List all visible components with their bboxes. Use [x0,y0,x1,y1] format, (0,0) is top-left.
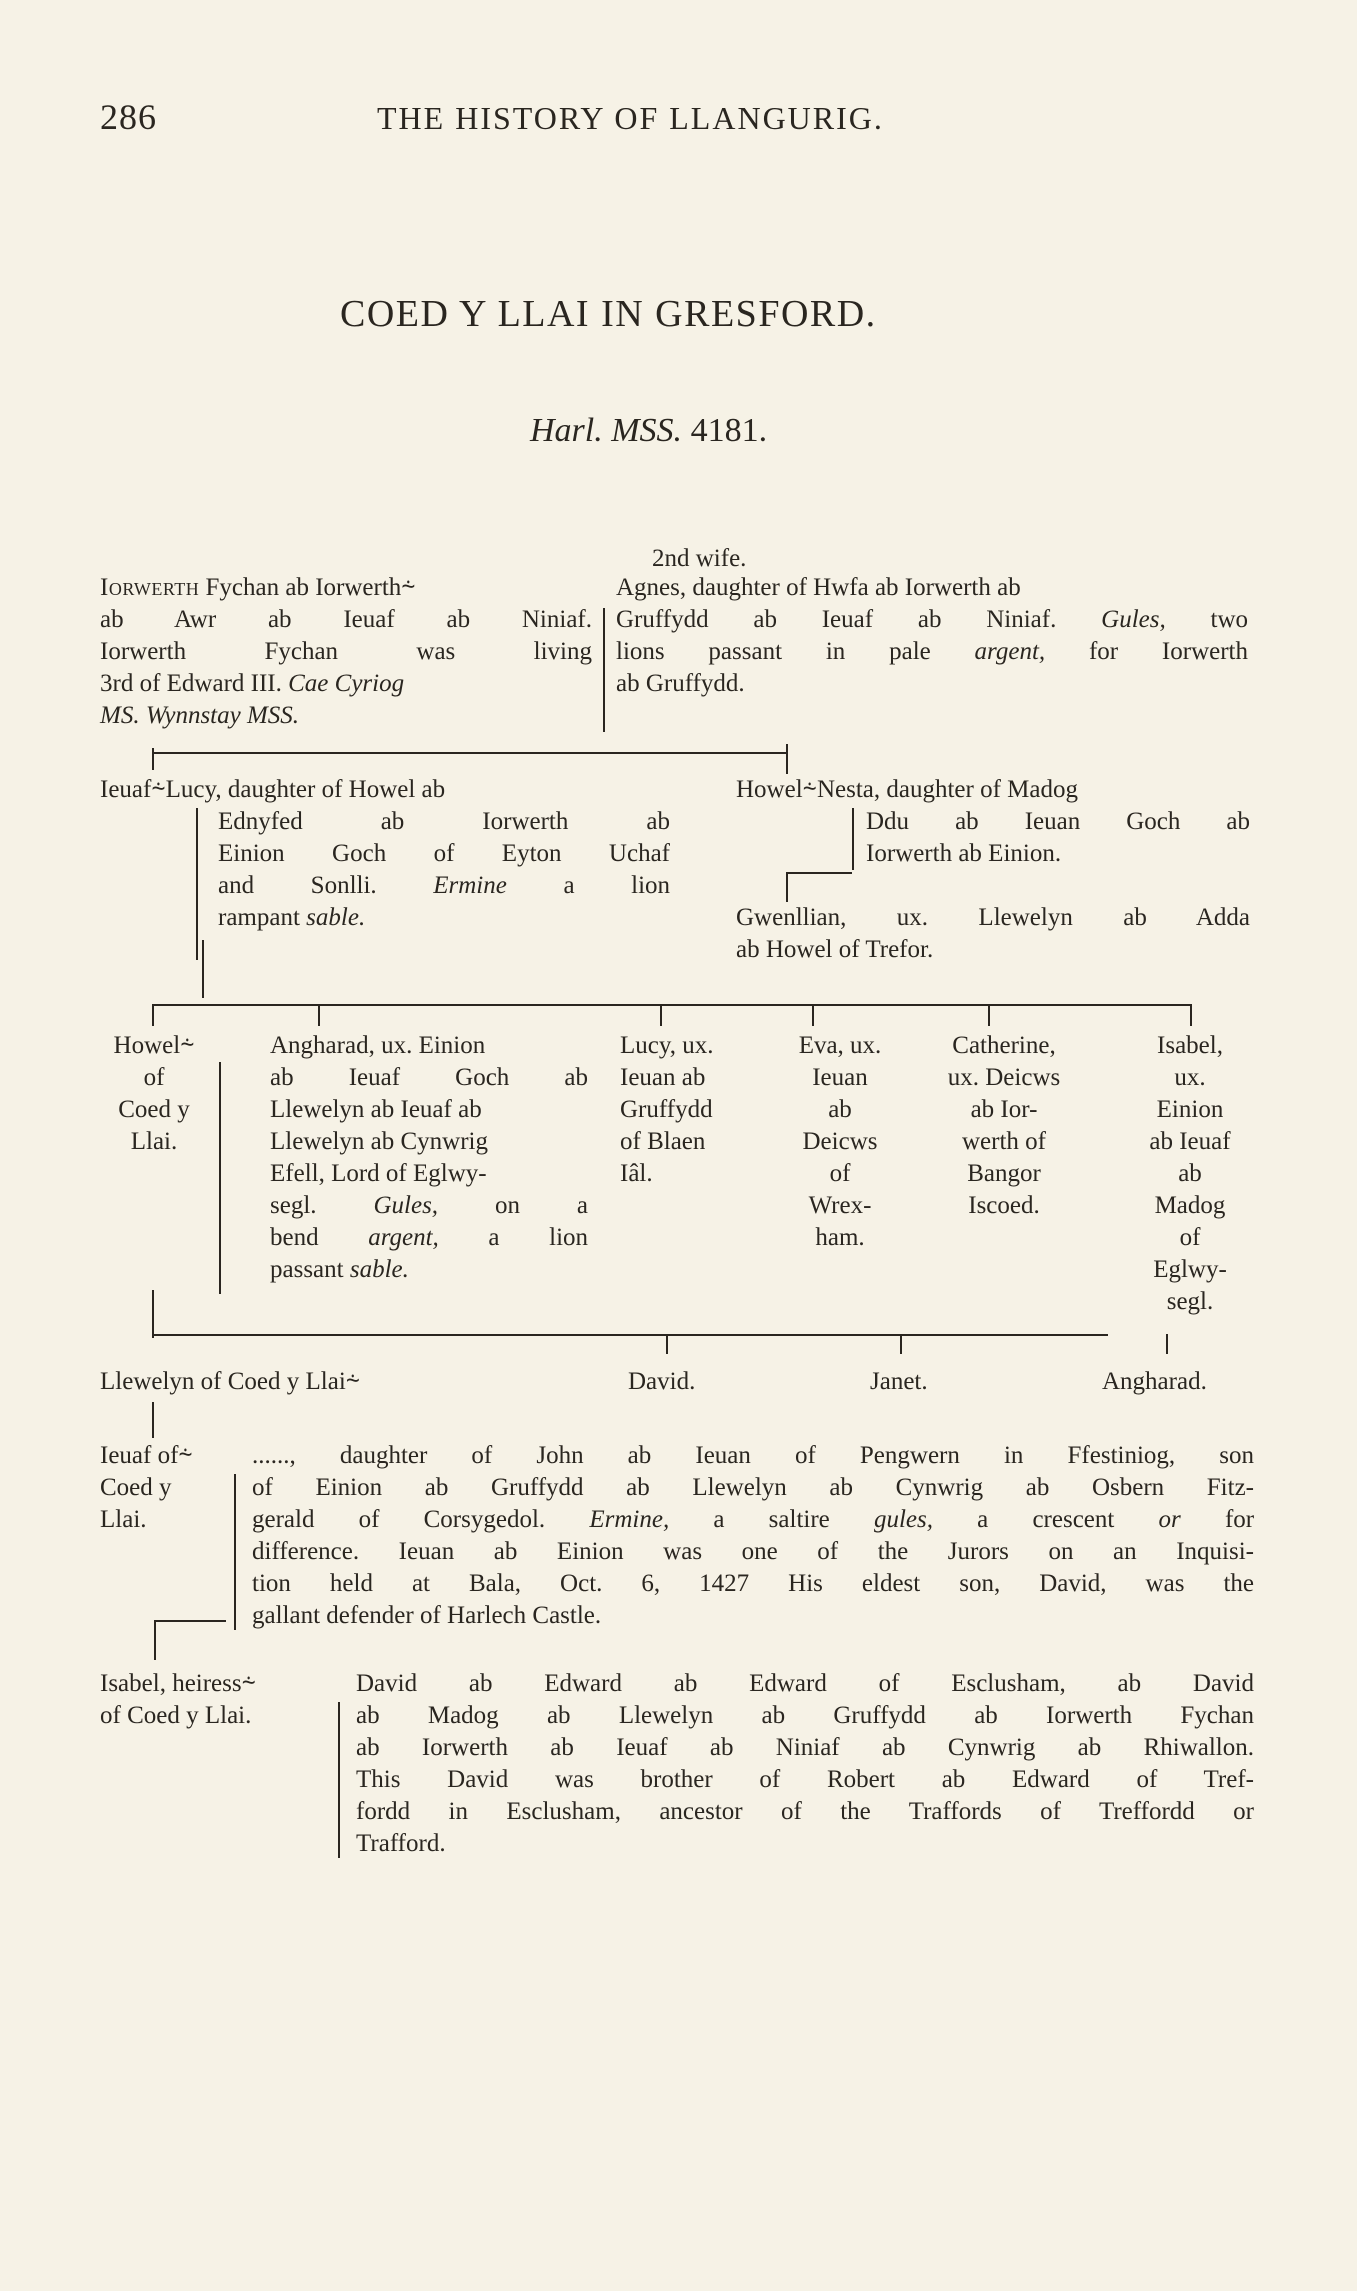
eva-line: Wrex- [808,1192,872,1219]
howel3-name: Howel [113,1032,181,1059]
isabel3-line: segl. [1166,1288,1214,1315]
descent-line [318,1004,320,1026]
isabel3-line: ab Ieuaf [1149,1128,1231,1155]
husband-source1: Cae Cyriog [288,670,405,697]
husband6-text: This David was brother of Robert ab Edward of Tref- [356,1766,1254,1793]
descent-line [152,1004,154,1026]
angharad-text-c: a lion [488,1224,589,1251]
ieuaf-line1 [100,774,445,806]
lucy3-line: Lucy, ux. [620,1032,714,1059]
nesta-line: Iorwerth ab Einion. [866,840,1062,867]
arms-text-d: gules, [873,1506,933,1533]
gwenllian-details [736,902,1250,966]
arms-text-b: Ermine, [589,1506,670,1533]
husband-line [100,604,592,636]
howel3-line: Coed y [118,1096,190,1123]
descent-line [786,872,788,902]
lucy-line [218,902,670,934]
angharad-line [270,1254,588,1286]
ieuaf-coed-y-llai [100,1440,250,1536]
arms-text-c: a saltire [713,1506,830,1533]
wife-text-c: two [1210,606,1248,633]
ieuaf5-wife-text [252,1504,1254,1536]
nesta-details [866,806,1250,870]
husband-text: 3rd of Edward III. [100,670,282,697]
angharad-line: Efell, Lord of Eglwy- [270,1160,487,1187]
source-citation [530,412,767,450]
wife-details [616,604,1248,700]
angharad-text-a: passant [270,1256,344,1283]
lucy-text-d: lion [631,872,671,899]
isabel6-name: Isabel, heiress [100,1670,242,1697]
angharad-text-b: sable. [349,1256,409,1283]
wife-text-b: Gules, [1101,606,1166,633]
husband6-text: David ab Edward ab Edward of Esclusham, ab David [356,1670,1254,1697]
descent-line [1166,1334,1168,1354]
wife-text-a: lions passant in pale [616,638,931,665]
sibling-bar [152,752,788,754]
ieuaf-name: Ieuaf [100,776,152,803]
child-bar [154,1620,226,1622]
isabel-heiress [100,1668,340,1732]
marriage-sign: ⸞ [180,1032,195,1059]
ieuaf5-name: Ieuaf of [100,1442,179,1469]
lucy-line [218,806,670,838]
husband6-text: ab Madog ab Llewelyn ab Gruffydd ab Iorwerth Fychan [356,1702,1254,1729]
isabel3-line: Isabel, [1157,1032,1223,1059]
lucy-text [218,870,670,902]
lucy3-line: Gruffydd [620,1096,713,1123]
gen1-husband-line1 [100,572,416,604]
angharad4-name: Angharad. [1102,1368,1207,1395]
ieuaf5-wife-line: gallant defender of Harlech Castle. [252,1602,602,1629]
lucy-text: Ednyfed ab Iorwerth ab [218,808,670,835]
isabel-ux-einion [1122,1030,1258,1318]
angharad-text-c: on a [494,1192,589,1219]
wife-text [616,636,1248,668]
marriage-sign: ⸞ [802,776,817,803]
marriage-sign: ⸞ [241,1670,256,1697]
marriage-line [338,1702,340,1858]
descent-line [660,1004,662,1026]
marriage-line [219,1062,221,1294]
lucy-ux-ieuan [620,1030,760,1190]
husband-line [100,668,592,700]
janet-name: Janet. [870,1368,928,1395]
catherine-ux-deicws [934,1030,1074,1222]
gwenllian-line [736,902,1250,934]
angharad-text-b: argent, [368,1224,439,1251]
angharad-text-a: bend [270,1224,319,1251]
lucy3-line: Ieuan ab [620,1064,706,1091]
gwenllian-text: Gwenllian, ux. Llewelyn ab Adda [736,904,1250,931]
angharad-line [270,1222,588,1254]
angharad-line: Llewelyn ab Ieuaf ab [270,1096,482,1123]
llewelyn-coed-y-llai [100,1366,360,1398]
ieuaf5-wife-line [252,1568,1254,1600]
isabel6-husband-details [356,1700,1254,1860]
lucy-text-b: Ermine [433,872,507,899]
ieuaf5-wife-text: ......, daughter of John ab Ieuan of Pengwern in Ffestiniog, son [252,1442,1254,1469]
descent-line [1190,1004,1192,1026]
isabel3-line: ux. [1174,1064,1206,1091]
lucy-text: Einion Goch of Eyton Uchaf [218,840,670,867]
marriage-line [852,808,854,870]
lucy-line: Lucy, daughter of Howel ab [165,776,446,803]
ieuaf5-line: Llai. [100,1506,147,1533]
eva-line: Ieuan [812,1064,868,1091]
eva-line: Eva, ux. [798,1032,882,1059]
source-number: 4181. [690,412,768,449]
howel-name: Howel [736,776,803,803]
sibling-bar [152,1004,1192,1006]
angharad-text-b: Gules, [373,1192,439,1219]
husband-details [100,604,592,732]
eva-line: ham. [815,1224,865,1251]
isabel3-line: of [1179,1224,1201,1251]
nesta-line [866,806,1250,838]
wife-note: 2nd wife. [652,545,747,572]
marriage-line [603,608,605,732]
lucy-text-a: rampant [218,904,300,931]
isabel3-line: Einion [1156,1096,1224,1123]
lucy3-line: Iâl. [620,1160,653,1187]
descent-line [900,1334,902,1354]
isabel3-line: Eglwy- [1153,1256,1227,1283]
lucy-line [218,838,670,870]
ieuaf5-wife-details [252,1440,1254,1632]
descent-line [154,1620,156,1660]
angharad-text [270,1190,588,1222]
llewelyn-name: Llewelyn of Coed y Llai [100,1368,346,1395]
angharad-text [270,1222,588,1254]
wife-line [616,604,1248,636]
lucy-text-b: sable. [306,904,366,931]
gwenllian-line: ab Howel of Trefor. [736,936,934,963]
descent-line [152,1290,154,1338]
descent-line [202,940,204,998]
eva-line: ab [828,1096,852,1123]
lucy3-line: of Blaen [620,1128,706,1155]
catherine-line: Iscoed. [968,1192,1040,1219]
wife-text-c: for Iorwerth [1088,638,1248,665]
page-title: COED Y LLAI IN GRESFORD. [340,293,877,335]
david-name: David. [628,1368,696,1395]
husband-line1: Fychan ab Iorwerth [205,574,402,601]
marriage-sign: ⸞ [151,776,166,803]
catherine-line: ux. Deicws [947,1064,1061,1091]
marriage-sign: ⸞ [178,1442,193,1469]
catherine-line: Bangor [967,1160,1041,1187]
marriage-line [196,808,198,960]
husband-name: Iorwerth [100,574,200,601]
descent-line [666,1334,668,1354]
isabel6-line [100,1668,340,1700]
arms-text-e: a crescent [977,1506,1115,1533]
source-ms: Harl. MSS. [530,412,683,449]
husband-text: Iorwerth Fychan was living [100,638,592,665]
husband6-line [356,1700,1254,1732]
howel3-line [100,1030,208,1062]
husband6-line [356,1764,1254,1796]
descent-line [812,1004,814,1026]
husband-source2: MS. Wynnstay MSS. [100,702,300,729]
husband-text: ab Awr ab Ieuaf ab Niniaf. [100,606,592,633]
child-bar [786,872,852,874]
lucy-text-c: a [563,872,575,899]
angharad-line: Llewelyn ab Cynwrig [270,1128,489,1155]
nesta-text: Ddu ab Ieuan Goch ab [866,808,1250,835]
catherine-line: werth of [962,1128,1046,1155]
ieuaf5-line [100,1440,250,1472]
marriage-sign: ⸞ [345,1368,361,1395]
lucy-line [218,870,670,902]
angharad-details [270,1030,588,1286]
wife-text-a: Gruffydd ab Ieuaf ab Niniaf. [616,606,1057,633]
howel3-line: of [143,1064,165,1091]
husband6-line [356,1732,1254,1764]
ieuaf5-wife-line [252,1472,1254,1504]
angharad-line: Angharad, ux. Einion [270,1032,486,1059]
husband6-text: ab Iorwerth ab Ieuaf ab Niniaf ab Cynwrig ab Rhiwallon. [356,1734,1254,1761]
ieuaf5-wife-line [252,1536,1254,1568]
catherine-line: Catherine, [952,1032,1056,1059]
husband6-line [356,1796,1254,1828]
descent-line [786,744,788,774]
wife-text-b: argent, [974,638,1046,665]
lucy-text-a: and Sonlli. [218,872,377,899]
catherine-line: ab Ior- [970,1096,1038,1123]
isabel3-line: ab [1178,1160,1202,1187]
arms-text-f: or [1158,1506,1181,1533]
marriage-sign: ⸞ [401,574,416,601]
isabel6-line: of Coed y Llai. [100,1702,252,1729]
husband6-line [356,1668,1254,1700]
howel3-line: Llai. [130,1128,178,1155]
wife-line [616,636,1248,668]
husband6-line: Trafford. [356,1830,446,1857]
eva-line: Deicws [802,1128,878,1155]
isabel3-line: Madog [1154,1192,1226,1219]
ieuaf5-wife-line [252,1440,1254,1472]
wife-text [616,604,1248,636]
page-number: 286 [100,97,157,137]
nesta-line: Nesta, daughter of Madog [816,776,1078,803]
running-title: THE HISTORY OF LLANGURIG. [377,100,884,136]
ieuaf5-wife-text: difference. Ieuan ab Einion was one of the Jurors on an Inquisi- [252,1538,1254,1565]
arms-text-g: for [1224,1506,1255,1533]
descent-line [988,1004,990,1026]
angharad-line [270,1190,588,1222]
wife-line: ab Gruffydd. [616,670,745,697]
wife-line1: Agnes, daughter of Hwfa ab Iorwerth ab [616,574,1021,601]
eva-line: of [829,1160,851,1187]
isabel6-husband-line1 [356,1668,1254,1700]
marriage-line [234,1474,236,1630]
husband6-text: fordd in Esclusham, ancestor of the Traffords of Treffordd or [356,1798,1254,1825]
eva-ux-ieuan [780,1030,900,1254]
lucy-details [218,806,670,934]
husband-line [100,636,592,668]
howel-coed-y-llai [100,1030,208,1158]
howel-line1 [736,774,1078,806]
arms-text-a: gerald of Corsygedol. [252,1506,546,1533]
descent-line [152,1402,154,1438]
angharad-line [270,1062,588,1094]
ieuaf5-line: Coed y [100,1474,172,1501]
angharad-text-a: segl. [270,1192,317,1219]
ieuaf5-wife-line [252,1504,1254,1536]
sibling-bar [152,1334,1108,1336]
ieuaf5-wife-text: tion held at Bala, Oct. 6, 1427 His eldest son, David, was the [252,1570,1254,1597]
ieuaf5-wife-text: of Einion ab Gruffydd ab Llewelyn ab Cynwrig ab Osbern Fitz- [252,1474,1254,1501]
angharad-text: ab Ieuaf Goch ab [270,1064,588,1091]
